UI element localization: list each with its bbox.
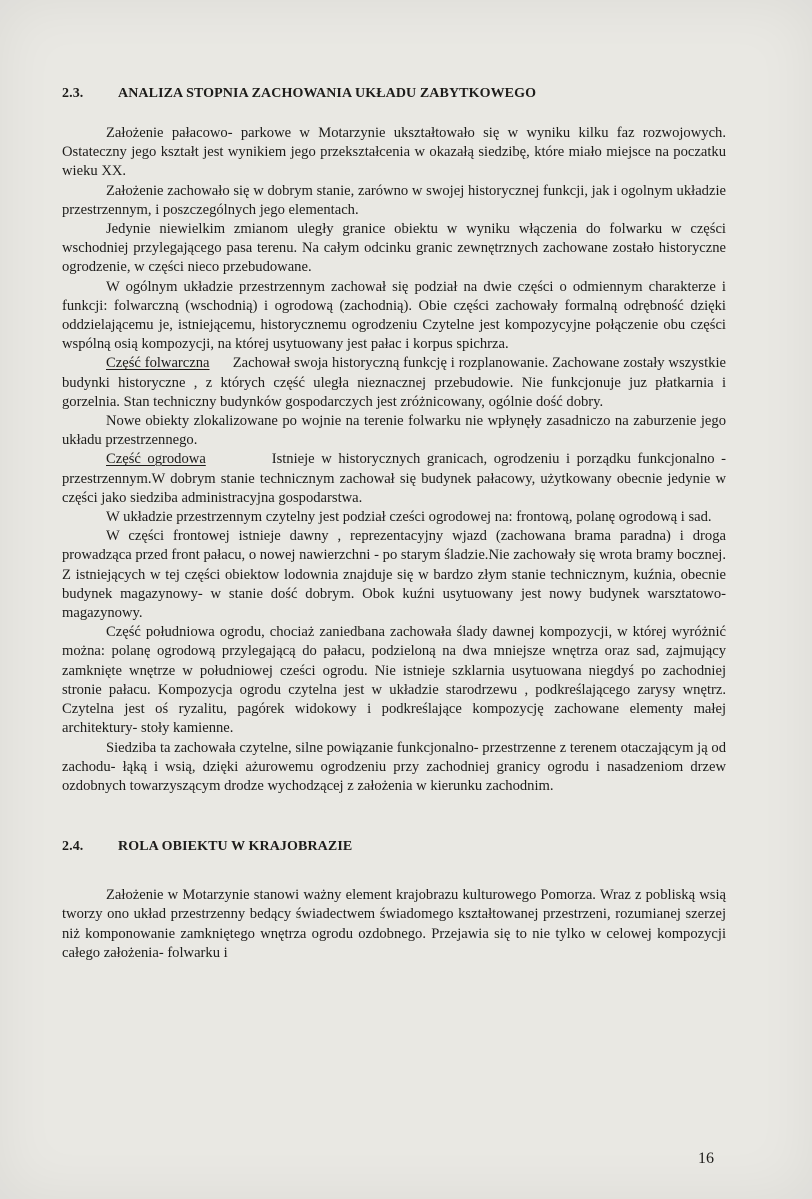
paragraph-text: Zachował swoja historyczną funkcję i rozplanowanie. Zachowane zostały wszystkie budynki historyczne , z których część uległa nieznacznej przebudowie. Nie funkcjonuje juz płatkarnia i gorzelnia. Stan techniczny budynków gospodarczych jest zróżnicowany, ogólnie dość dobry. [62,355,726,410]
page-number: 16 [698,1150,714,1167]
paragraph: Założenie w Motarzynie stanowi ważny element krajobrazu kulturowego Pomorza. Wraz z pobliską wsią tworzy ono układ przestrzenny bedący świadectwem świadomego kształtowanej przestrzeni, rozumianej szerzej niż komponowanie zamkniętego wnętrza ogrodu ozdobnego. Przejawia się to nie tylko w celowej kompozycji całego założenia- folwarku i [62,887,726,961]
paragraph: Jedynie niewielkim zmianom uległy granice obiektu w wyniku włączenia do folwarku w części wschodniej przylegającego pasa terenu. Na całym odcinku granic zewnętrznych zachowane zostało historyczne ogrodzenie, w części nieco przebudowane. [62,221,726,276]
section-body [62,124,726,796]
section-title: ROLA OBIEKTU W KRAJOBRAZIE [118,839,353,855]
paragraph: Część południowa ogrodu, chociaż zaniedbana zachowała ślady dawnej kompozycji, w której wyróżnić można: polanę ogrodową przylegającą do pałacu, podzieloną na dwa mniejsze wnętrza oraz sad, zajmujący zamknięte wnętrze w południowej cześci ogrodu. Nie istnieje szklarnia usytuowana niegdyś po zachodniej stronie pałacu. Kompozycja ogrodu czytelna jest w układzie starodrzewu , podkreślającego zarysy wnętrz. Czytelna jest oś ryzalitu, pagórek widokowy i podkreślające kompozycję zachowane elementy małej architektury- stoły kamienne. [62,624,726,737]
underlined-label-folwark: Część folwarczna [106,355,210,372]
section-title: ANALIZA STOPNIA ZACHOWANIA UKŁADU ZABYTKOWEGO [118,86,537,101]
paragraph: W części frontowej istnieje dawny , reprezentacyjny wjazd (zachowana brama paradna) i droga prowadząca przed front pałacu, o nowej nawierzchni - po starym śladzie.Nie zachowały się wrota bramy bocznej. Z istniejących w tej części obiektow lodownia znajduje się w bardzo złym stanie technicznym, kuźnia, obecnie budynek magazynowy- w stanie dość dobrym. Obok kuźni usytuowany jest nowy budynek warsztatowo- magazynowy. [62,528,726,622]
paragraph-folwark [62,354,726,412]
section-heading-2-4 [62,839,726,855]
section-heading-2-3 [62,86,726,102]
paragraph: Założenie pałacowo- parkowe w Motarzynie ukształtowało się w wyniku kilku faz rozwojowych. Ostateczny jego kształt jest wynikiem jego przekształcenia w okazałą siedzibę, które miało miejsce na poczatku wieku XX. [62,125,726,180]
section-number: 2.3. [62,86,84,101]
paragraph: Nowe obiekty zlokalizowane po wojnie na terenie folwarku nie wpłynęły zasadniczo na zaburzenie jego układu przestrzennego. [62,413,726,449]
page-content [62,84,726,963]
paragraph-ogrod [62,450,726,508]
paragraph: Siedziba ta zachowała czytelne, silne powiązanie funkcjonalno- przestrzenne z terenem otaczającym ją od zachodu- łąką i wsią, dzięki ażurowemu ogrodzeniu przy zachodniej granicy ogrodu i nasadzeniom drzew ozdobnych towarzyszącym drodze wychodzącej z założenia w kierunku zachodnim. [62,739,726,794]
section-body [62,886,726,963]
paragraph: Założenie zachowało się w dobrym stanie, zarówno w swojej historycznej funkcji, jak i ogolnym układzie przestrzennym, i poszczególnych jego elementach. [62,182,726,218]
paragraph: W układzie przestrzennym czytelny jest podział cześci ogrodowej na: frontową, polanę ogrodową i sad. [106,509,712,526]
paragraph-text: Istnieje w historycznych granicach, ogrodzeniu i porządku funkcjonalno - przestrzennym.W dobrym stanie technicznym zachował się budynek pałacowy, użytkowany obecnie jedynie w części jako siedziba administracyjna gospodarstwa. [62,451,727,506]
section-number: 2.4. [62,839,84,855]
paragraph: W ogólnym układzie przestrzennym zachował się podział na dwie części o odmiennym charakterze i funkcji: folwarczną (wschodnią) i ogrodową (zachodnią). Obie części zachowały formalną odrębność dzięki oddzielającemu je, istniejącemu, historycznemu ogrodzeniu Czytelne jest kompozycyjne połączenie obu części wspólną osią kompozycji, na której usytuowany jest pałac i korpus spichrza. [62,278,726,353]
underlined-label-ogrod: Część ogrodowa [106,451,206,468]
